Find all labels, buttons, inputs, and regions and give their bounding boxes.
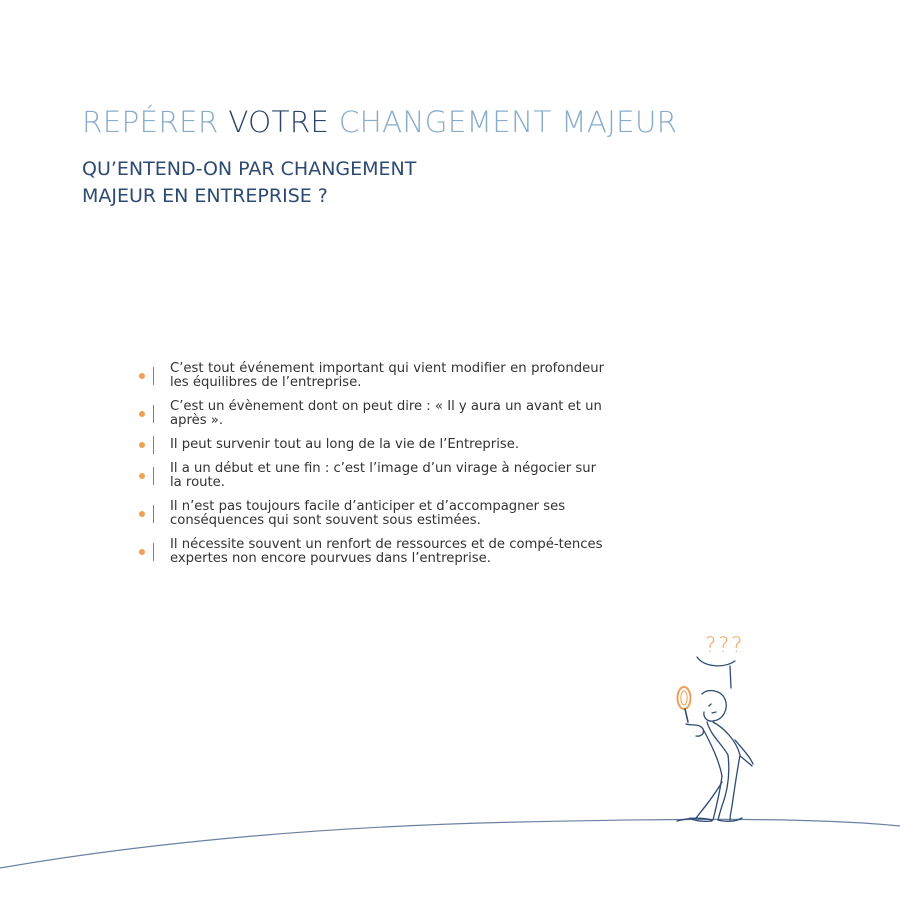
list-item-text: Il nécessite souvent un renfort de ressources et de compé-tences expertes non encore pourvues dans l’entreprise. bbox=[170, 537, 603, 566]
horizon-curve-icon bbox=[0, 819, 900, 868]
thought-text: ??? bbox=[705, 633, 745, 657]
title-part-reperer: REPÉRER bbox=[82, 105, 219, 139]
thought-tail-icon bbox=[697, 657, 735, 688]
list-item-text: C’est tout événement important qui vient modifier en profondeur les équilibres de l’entreprise. bbox=[170, 361, 604, 390]
list-item-text: Il peut survenir tout au long de la vie de l’Entreprise. bbox=[170, 437, 520, 452]
subtitle-line-1: QU’ENTEND-ON PAR CHANGEMENT bbox=[82, 158, 417, 180]
thinking-figure-icon bbox=[677, 691, 753, 822]
subtitle-line-2: MAJEUR EN ENTREPRISE ? bbox=[82, 185, 328, 207]
list-item-text: Il a un début et une fin : c’est l’image d’un virage à négocier sur la route. bbox=[170, 461, 596, 490]
list-item-text: Il n’est pas toujours facile d’anticiper et d’accompagner ses conséquences qui sont souvent sous estimées. bbox=[170, 499, 566, 528]
title-part-votre: VOTRE bbox=[228, 105, 330, 139]
title-part-changement-majeur: CHANGEMENT MAJEUR bbox=[338, 105, 678, 139]
list-item-text: C’est un évènement dont on peut dire : « Il y aura un avant et un après ». bbox=[170, 399, 602, 428]
magnifying-glass-icon bbox=[678, 687, 691, 722]
